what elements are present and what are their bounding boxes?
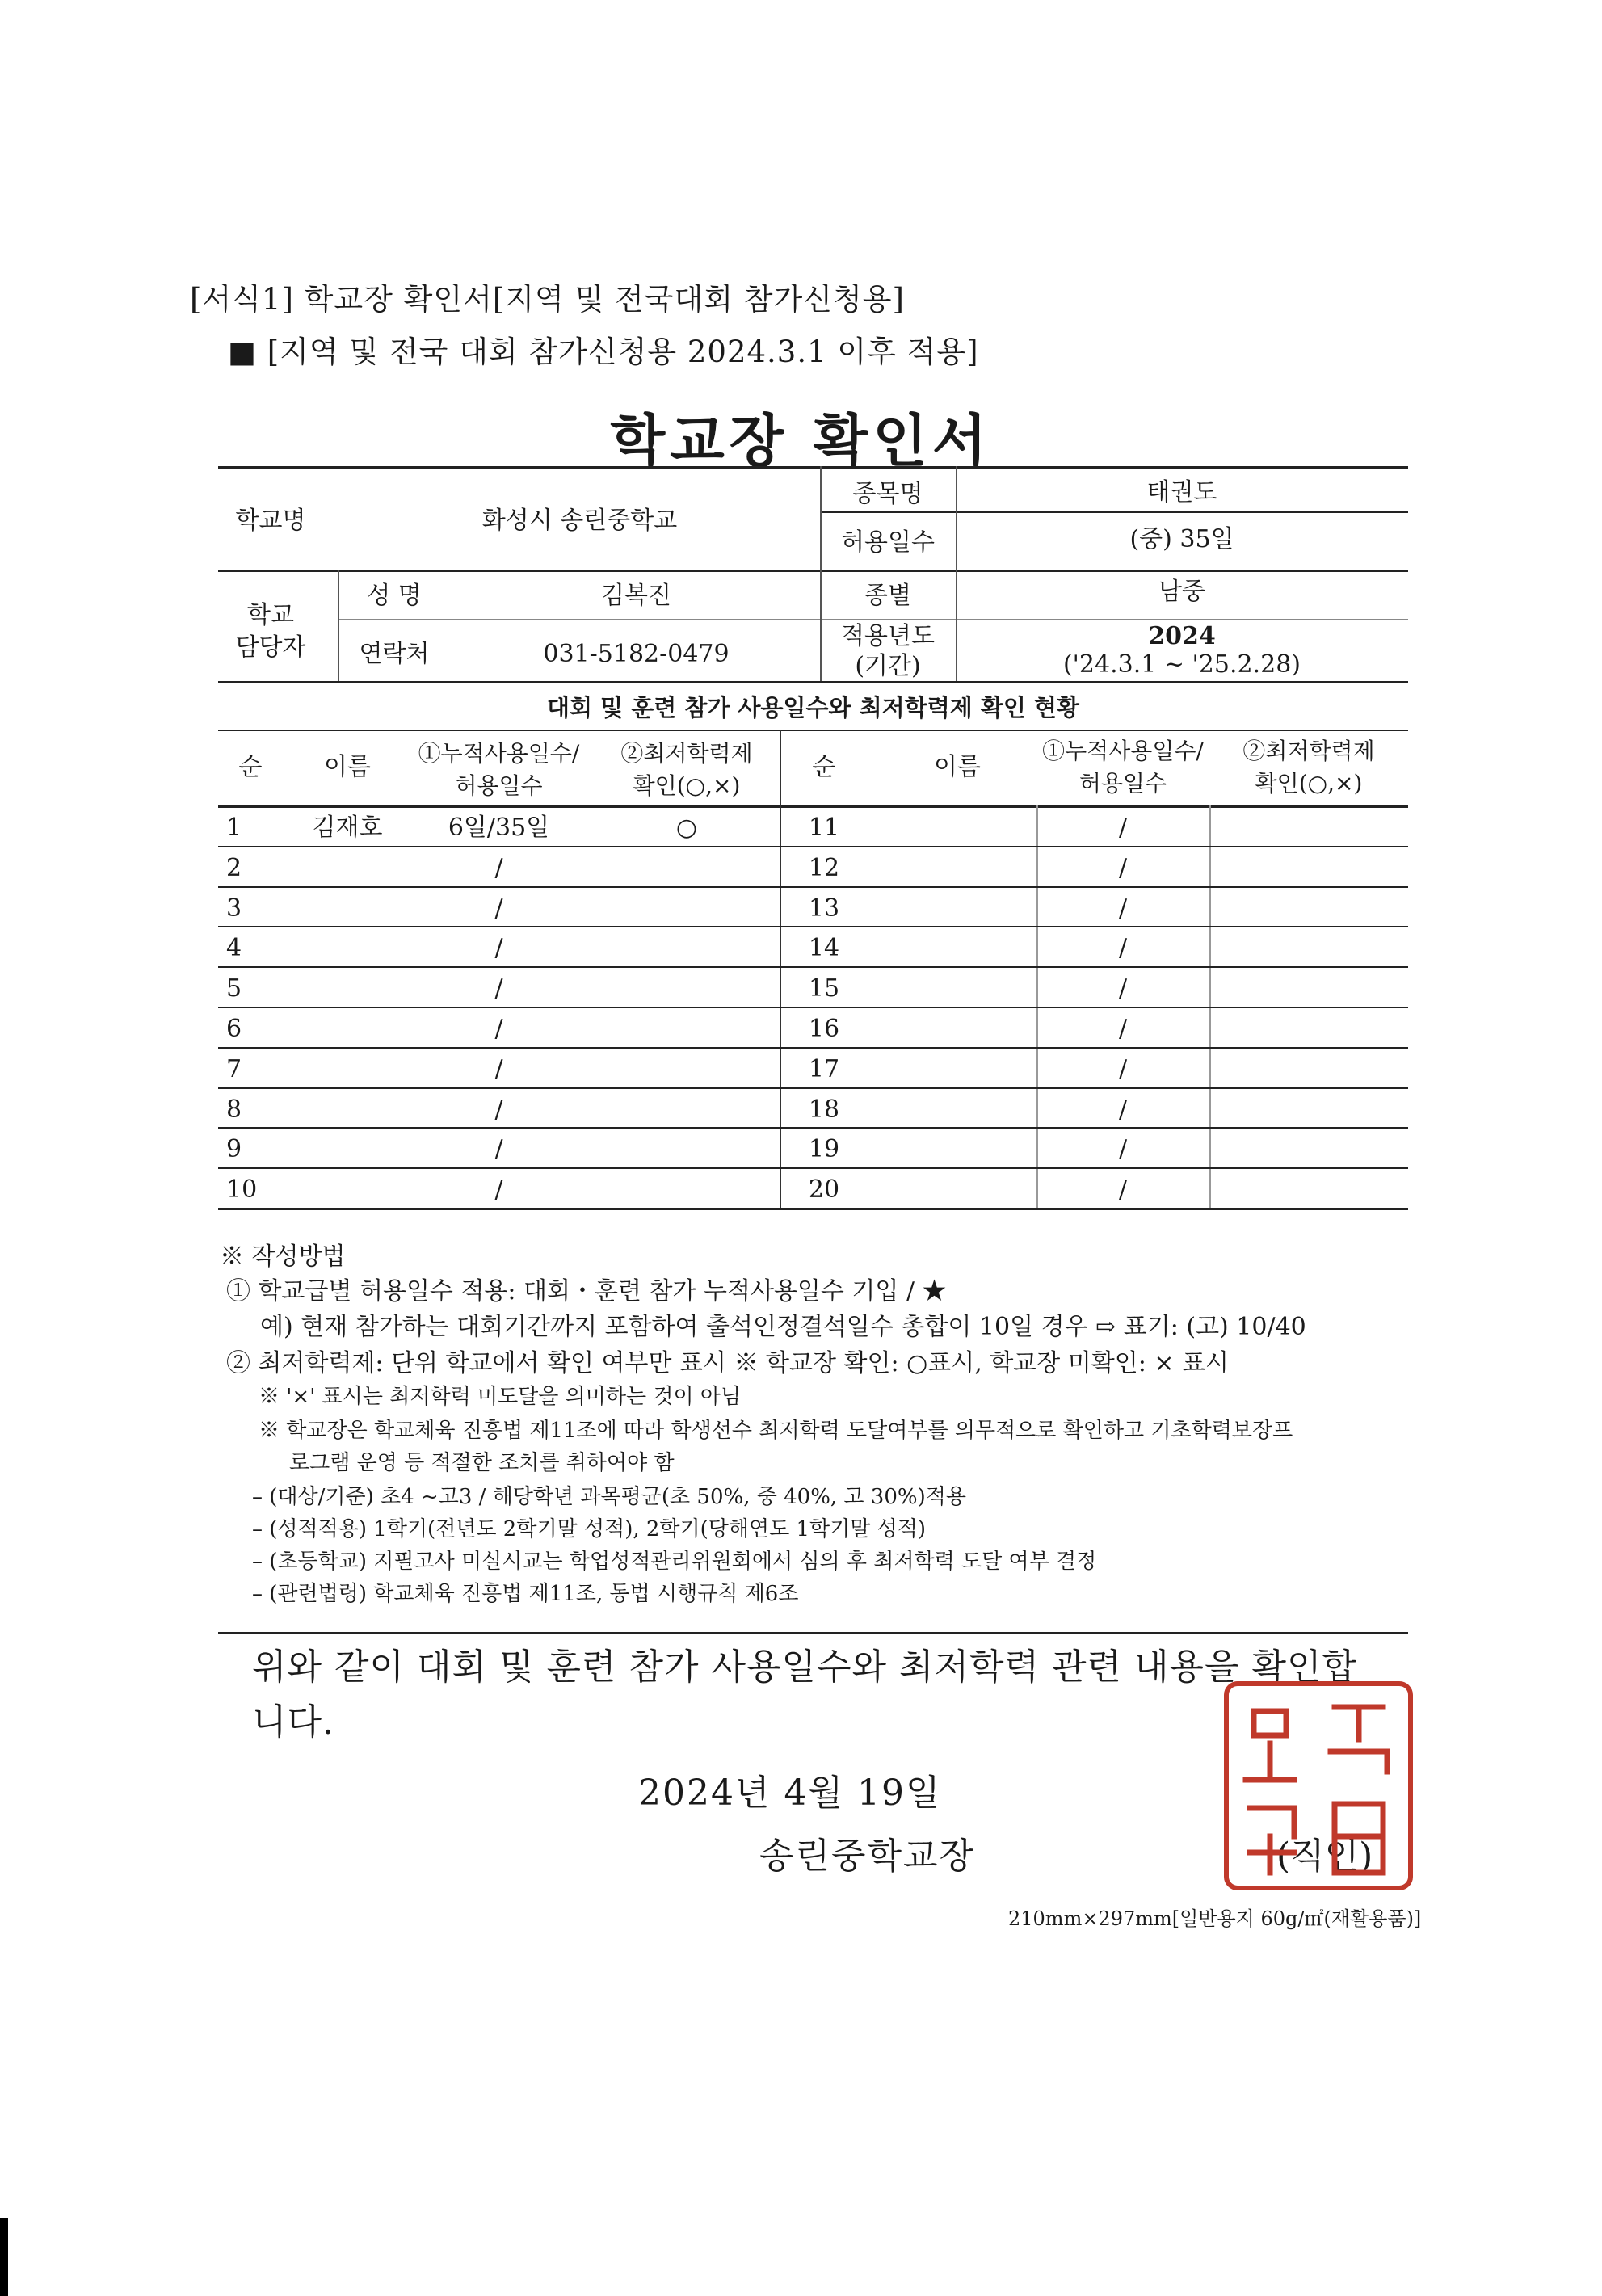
- period-value: ('24.3.1 ~ '25.2.28): [1062, 650, 1301, 679]
- row-no: 13: [808, 894, 840, 923]
- row-no: 6: [226, 1015, 242, 1043]
- allowed-days-value: (중) 35일: [1129, 525, 1234, 553]
- form-scope-heading: ■ [지역 및 전국 대회 참가신청용 2024.3.1 이후 적용]: [228, 334, 979, 369]
- note-2-sub-2a: ※ 학교장은 학교체육 진흥법 제11조에 따라 학생선수 최저학력 도달여부를 의무적으로 확인하고 기초학력보장프: [259, 1419, 1293, 1443]
- row-no: 18: [808, 1095, 840, 1124]
- row-no: 2: [226, 854, 242, 882]
- row-days: /: [1118, 894, 1128, 923]
- category-label: 종별: [864, 582, 911, 610]
- row-no: 15: [808, 974, 840, 1003]
- col-check-header-2: 확인(○,×): [633, 772, 741, 799]
- year-label: 적용년도: [841, 622, 935, 650]
- document-title: 학교장 확인서: [610, 408, 992, 474]
- declaration-line-1: 위와 같이 대회 및 훈련 참가 사용일수와 최저학력 관련 내용을 확인합: [252, 1646, 1357, 1688]
- year-value: 2024: [1148, 622, 1216, 650]
- col-days-header-right-1: ①누적사용일수/: [1042, 738, 1204, 764]
- principal-signature: 송린중학교장: [759, 1836, 976, 1877]
- note-2: ② 최저학력제: 단위 학교에서 확인 여부만 표시 ※ 학교장 확인: ○표시, 학교장 미확인: × 표시: [226, 1349, 1230, 1377]
- col-check-header-right-1: ②최저학력제: [1242, 738, 1375, 764]
- row-no: 10: [226, 1175, 258, 1204]
- row-days: /: [494, 894, 503, 923]
- row-no: 5: [226, 974, 242, 1003]
- col-days-header-1: ①누적사용일수/: [418, 740, 580, 767]
- row-days: /: [1118, 814, 1128, 842]
- row-no: 20: [808, 1175, 840, 1204]
- row-days: /: [494, 934, 503, 962]
- form-number-heading: [서식1] 학교장 확인서[지역 및 전국대회 참가신청용]: [190, 282, 905, 317]
- official-seal-icon: [1221, 1679, 1415, 1893]
- notes-heading: ※ 작성방법: [220, 1243, 346, 1271]
- person-name-value: 김복진: [601, 582, 671, 610]
- col-no-header: 순: [238, 753, 263, 781]
- allowed-days-label: 허용일수: [841, 528, 935, 557]
- contact-label-2: 담당자: [235, 633, 306, 662]
- note-2-sub-2b: 로그램 운영 등 적절한 조치를 취하여야 함: [289, 1451, 675, 1475]
- col-check-header-1: ②최저학력제: [620, 740, 753, 767]
- row-no: 11: [808, 814, 840, 842]
- col-days-header-2: 허용일수: [455, 772, 543, 799]
- row-days: /: [1118, 1135, 1128, 1163]
- declaration-line-2: 니다.: [252, 1701, 334, 1743]
- detail-law: – (관련법령) 학교체육 진흥법 제11조, 동법 시행규칙 제6조: [252, 1582, 799, 1606]
- person-name-label: 성 명: [367, 582, 422, 610]
- row-days: /: [494, 1015, 503, 1043]
- row-no: 3: [226, 894, 242, 923]
- row-check: ○: [675, 814, 698, 842]
- row-no: 4: [226, 934, 242, 962]
- row-days: /: [494, 1055, 503, 1083]
- note-1-example: 예) 현재 참가하는 대회기간까지 포함하여 출석인정결석일수 총합이 10일 경우 ⇨ 표기: (고) 10/40: [260, 1313, 1306, 1341]
- phone-label: 연락처: [359, 640, 430, 668]
- col-no-header-right: 순: [812, 753, 836, 781]
- row-days: /: [1118, 1175, 1128, 1204]
- declaration-text: [252, 1640, 1357, 1750]
- row-days: /: [1118, 934, 1128, 962]
- row-no: 14: [808, 934, 840, 962]
- scan-edge-mark: [0, 2218, 8, 2296]
- detail-grades: – (성적적용) 1학기(전년도 2학기말 성적), 2학기(당해연도 1학기말 성적): [252, 1517, 927, 1541]
- note-1: ① 학교급별 허용일수 적용: 대회・훈련 참가 누적사용일수 기입 / ★: [226, 1277, 947, 1306]
- school-name-label: 학교명: [235, 507, 306, 535]
- school-name-value: 화성시 송린중학교: [481, 507, 678, 535]
- row-no: 9: [226, 1135, 242, 1163]
- col-check-header-right-2: 확인(○,×): [1255, 770, 1363, 797]
- issue-date: 2024년 4월 19일: [638, 1772, 942, 1814]
- paper-spec-footer: 210mm×297mm[일반용지 60g/㎡(재활용품)]: [1008, 1907, 1422, 1930]
- category-value: 남중: [1158, 578, 1205, 606]
- table-caption: 대회 및 훈련 참가 사용일수와 최저학력제 확인 현황: [547, 694, 1079, 721]
- row-days: /: [494, 854, 503, 882]
- phone-value: 031-5182-0479: [543, 640, 730, 668]
- detail-target: – (대상/기준) 초4 ~고3 / 해당학년 과목평균(초 50%, 중 40%, 고 30%)적용: [252, 1485, 966, 1509]
- row-days: /: [1118, 1095, 1128, 1124]
- row-no: 8: [226, 1095, 242, 1124]
- row-no: 17: [808, 1055, 840, 1083]
- row-days: /: [494, 1095, 503, 1124]
- row-name: 김재호: [312, 814, 383, 842]
- sport-label: 종목명: [852, 480, 923, 508]
- col-name-header-right: 이름: [934, 753, 981, 781]
- row-days: /: [494, 1175, 503, 1204]
- note-2-sub-1: ※ '×' 표시는 최저학력 미도달을 의미하는 것이 아님: [259, 1385, 742, 1409]
- row-no: 16: [808, 1015, 840, 1043]
- row-no: 12: [808, 854, 840, 882]
- row-no: 1: [226, 814, 242, 842]
- col-days-header-right-2: 허용일수: [1079, 770, 1167, 797]
- sport-value: 태권도: [1146, 478, 1217, 507]
- row-days: /: [1118, 1015, 1128, 1043]
- row-days: /: [494, 1135, 503, 1163]
- row-no: 7: [226, 1055, 242, 1083]
- period-label: (기간): [855, 652, 921, 680]
- detail-elementary: – (초등학교) 지필고사 미실시교는 학업성적관리위원회에서 심의 후 최저학력 도달 여부 결정: [252, 1550, 1097, 1574]
- row-days: 6일/35일: [448, 814, 550, 842]
- row-no: 19: [808, 1135, 840, 1163]
- row-days: /: [1118, 1055, 1128, 1083]
- row-days: /: [1118, 854, 1128, 882]
- col-name-header: 이름: [324, 753, 371, 781]
- contact-label-1: 학교: [247, 601, 294, 629]
- row-days: /: [494, 974, 503, 1003]
- seal-mark: (직인): [1276, 1836, 1373, 1877]
- row-days: /: [1118, 974, 1128, 1003]
